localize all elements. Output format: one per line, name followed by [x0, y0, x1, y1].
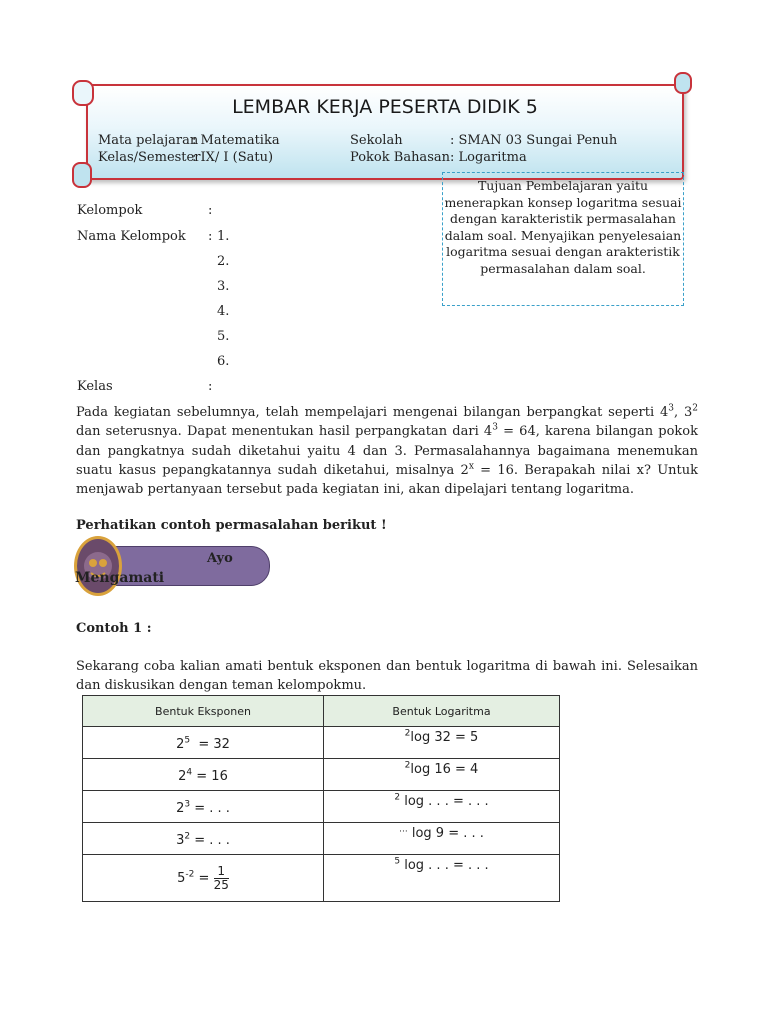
- log-cell: $^2$ log . . . = . . .: [324, 791, 560, 823]
- member-number-2: 2.: [217, 254, 230, 269]
- mengamati-label: Mengamati: [75, 570, 165, 586]
- table-row: [83, 759, 560, 791]
- exp-cell: $2^3$ = . . .: [83, 791, 324, 823]
- kelas-semester-label: Kelas/Semester: [98, 150, 201, 165]
- pokok-bahasan-value: : Logaritma: [450, 150, 527, 165]
- table-row: [83, 823, 560, 855]
- member-number-1: 1.: [217, 229, 230, 244]
- contoh-text: Sekarang coba kalian amati bentuk eksponen dan bentuk logaritma di bawah ini. Selesaikan dan diskusikan dengan teman kelompokmu.: [76, 659, 698, 694]
- kelas-colon: :: [208, 379, 213, 394]
- kelompok-label: Kelompok: [77, 203, 143, 218]
- exp-cell: $5^{-2}$ = $\frac{1}{25}$: [83, 855, 324, 902]
- log-cell: $^2$log 32 = 5: [324, 727, 560, 759]
- exp-cell: $2^5 = 32$: [83, 727, 324, 759]
- perhatikan-heading: Perhatikan contoh permasalahan berikut !: [76, 518, 387, 533]
- table-row: [83, 727, 560, 759]
- mapel-value: : Matematika: [192, 133, 280, 148]
- log-cell: $^5$ log . . . = . . .: [324, 855, 560, 902]
- table-row: [83, 791, 560, 823]
- member-number-4: 4.: [217, 304, 230, 319]
- contoh-title: Contoh 1 :: [76, 621, 152, 636]
- scroll-curl-top-right: [674, 72, 692, 94]
- banner-scroll: [86, 84, 684, 180]
- fraction: $\frac{1}{25}$: [213, 863, 229, 892]
- sekolah-value: : SMAN 03 Sungai Penuh: [450, 133, 618, 148]
- kelompok-colon: :: [208, 203, 213, 218]
- scroll-curl-bottom-left: [72, 162, 92, 188]
- member-number-3: 3.: [217, 279, 230, 294]
- ayo-mengamati-icon: [74, 536, 122, 596]
- scroll-curl-top-left: [72, 80, 94, 106]
- pokok-bahasan-label: Pokok Bahasan: [350, 150, 450, 165]
- member-number-5: 5.: [217, 329, 230, 344]
- eksponen-logaritma-table: [82, 695, 560, 902]
- log-cell: ... log 9 = . . .: [324, 823, 560, 855]
- nama-kelompok-label: Nama Kelompok: [77, 229, 186, 244]
- header-bentuk-logaritma: Bentuk Logaritma: [324, 696, 560, 727]
- kelas-label: Kelas: [77, 379, 113, 394]
- member-number-6: 6.: [217, 354, 230, 369]
- exp-cell: $3^2$ = . . .: [83, 823, 324, 855]
- learning-goal-box: Tujuan Pembelajaran yaitu menerapkan konsep logaritma sesuai dengan karakteristik permasalahan dalam soal. Menyajikan penyelesaian logaritma sesuai dengan arakteristik permasalahan dalam soal.: [442, 172, 684, 306]
- header-bentuk-eksponen: Bentuk Eksponen: [83, 696, 324, 727]
- log-cell: $^2$log 16 = 4: [324, 759, 560, 791]
- nama-kelompok-colon: :: [208, 229, 213, 244]
- table-row: [83, 855, 560, 902]
- sekolah-label: Sekolah: [350, 133, 403, 148]
- ayo-label: Ayo: [207, 551, 233, 566]
- exp-cell: $2^4 = 16$: [83, 759, 324, 791]
- kelas-semester-value: : IX/ I (Satu): [192, 150, 274, 165]
- intro-paragraph: Pada kegiatan sebelumnya, telah mempelajari mengenai bilangan berpangkat seperti $4^3$, $3^2$ dan seterusnya. Dapat menentukan hasil perpangkatan dari $4^3 = 64$, karena bilangan pokok dan pangkatnya sudah diketahui yaitu 4 dan 3. Permasalahannya bagaimana menemukan suatu kasus pepangkatannya sudah diketahui, misalnya $2^x = 16$. Berapakah nilai x? Untuk menjawab pertanyaan tersebut pada kegiatan ini, akan dipelajari tentang logaritma.: [76, 403, 698, 498]
- mapel-label: Mata pelajaran: [98, 133, 199, 148]
- page-title: LEMBAR KERJA PESERTA DIDIK 5: [232, 96, 538, 118]
